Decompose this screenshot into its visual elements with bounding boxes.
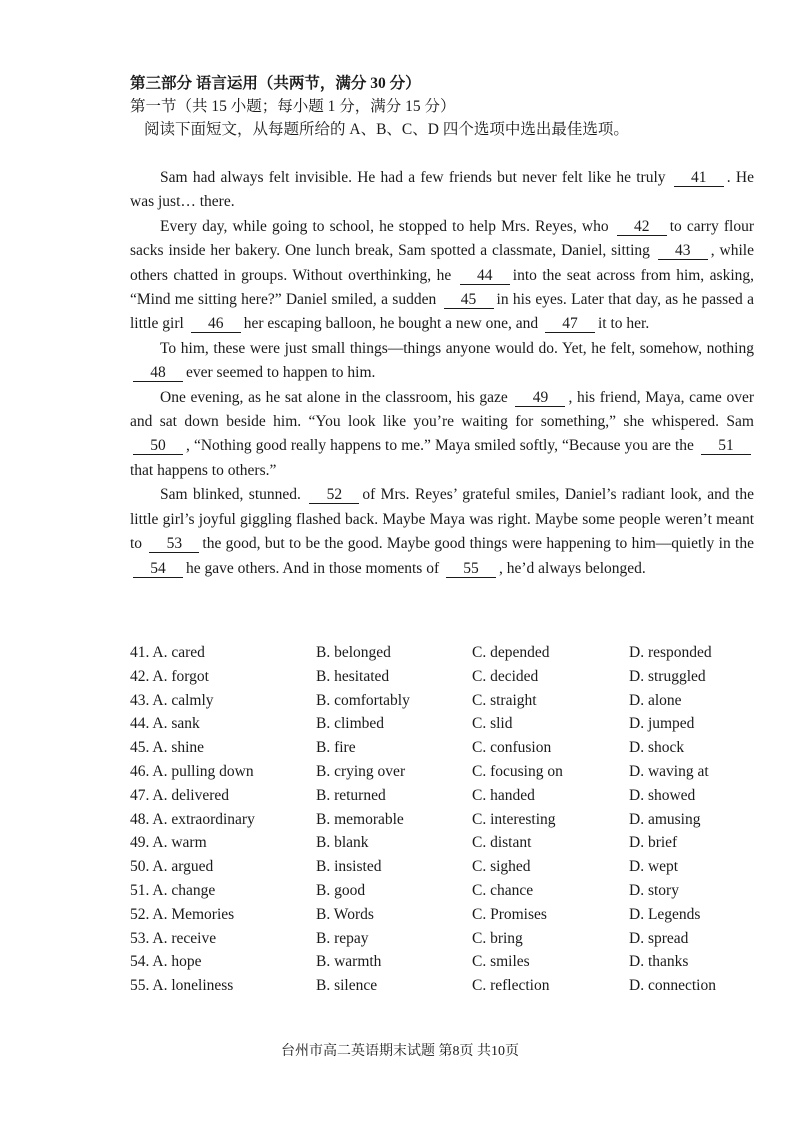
option-d: D. wept (629, 858, 679, 876)
option-c: C. bring (472, 929, 523, 947)
passage-text: to carry flour sacks inside her bakery. One lunch break, Sam spotted a classmate, Daniel, sitting (130, 217, 754, 260)
page-footer: 台州市高二英语期末试题 第8页 共10页 (281, 1044, 519, 1059)
passage-text: it to her. (597, 315, 650, 333)
blank-41: 41 (674, 169, 724, 187)
option-a: 50. A. argued (130, 858, 214, 876)
passage-text: . He was just… there. (130, 169, 754, 211)
passage-text: into the seat across from him, asking, “Mind me sitting here?” Daniel smiled, a sudden (130, 266, 755, 309)
option-b: B. Words (316, 905, 374, 923)
option-a: 53. A. receive (130, 929, 217, 947)
passage-text: in his eyes. Later that day, as he passed a little girl (130, 291, 754, 333)
option-d: D. shock (629, 739, 685, 757)
option-row (130, 930, 750, 954)
option-row (130, 906, 750, 930)
option-row (130, 715, 750, 739)
option-row (130, 811, 750, 835)
part-title: 第三部分 语言运用（共两节，满分 30 分） (130, 75, 421, 92)
passage-text: To him, these were just small things—things anyone would do. Yet, he felt, somehow, nothing (160, 339, 754, 357)
option-b: B. crying over (316, 762, 406, 780)
option-b: B. climbed (316, 715, 385, 733)
option-c: C. sighed (472, 858, 531, 876)
passage-text: One evening, as he sat alone in the classroom, his gaze (160, 388, 513, 406)
blank-45: 45 (444, 291, 494, 309)
option-c: C. straight (472, 691, 537, 709)
option-row (130, 739, 750, 763)
option-b: B. repay (316, 929, 369, 947)
option-row (130, 763, 750, 787)
blank-46: 46 (191, 315, 241, 333)
option-d: D. connection (629, 977, 716, 995)
option-c: C. focusing on (472, 762, 563, 780)
option-d: D. brief (629, 834, 678, 852)
blank-42: 42 (617, 218, 667, 236)
passage-text: , while others chatted in groups. Without overthinking, he (130, 242, 754, 284)
option-b: B. fire (316, 739, 356, 757)
option-row (130, 834, 750, 858)
option-a: 48. A. extraordinary (130, 810, 255, 828)
option-d: D. struggled (629, 667, 706, 685)
option-d: D. thanks (629, 953, 689, 971)
passage-paragraph (130, 215, 754, 337)
blank-48: 48 (133, 364, 183, 382)
option-d: D. spread (629, 929, 689, 947)
passage-text: that happens to others.” (130, 461, 277, 479)
option-c: C. interesting (472, 810, 556, 828)
passage-paragraph (130, 166, 754, 215)
option-row (130, 977, 750, 1001)
option-d: D. showed (629, 786, 696, 804)
instruction: 阅读下面短文，从每题所给的 A、B、C、D 四个选项中选出最佳选项。 (144, 121, 629, 138)
option-c: C. smiles (472, 953, 530, 971)
passage-text: of Mrs. Reyes’ grateful smiles, Daniel’s radiant look, and the little girl’s joyful giggling flashed back. Maybe Maya was right. Maybe some people weren’t meant to (130, 486, 754, 553)
option-a: 46. A. pulling down (130, 762, 254, 780)
passage-paragraph (130, 386, 754, 484)
option-b: B. good (316, 881, 366, 899)
option-row (130, 858, 750, 882)
option-a: 42. A. forgot (130, 667, 209, 685)
option-b: B. memorable (316, 810, 404, 828)
option-row (130, 953, 750, 977)
section-header (130, 72, 629, 141)
cloze-passage (130, 166, 754, 581)
option-a: 41. A. cared (130, 644, 205, 661)
passage-text: , his friend, Maya, came over and sat down beside him. “You look like you’re waiting for something,” she whispered. Sam (130, 388, 754, 431)
option-b: B. blank (316, 834, 369, 852)
option-row (130, 882, 750, 906)
passage-text: Sam had always felt invisible. He had a few friends but never felt like he truly (160, 169, 671, 186)
option-a: 49. A. warm (130, 834, 207, 852)
option-b: B. warmth (316, 953, 382, 971)
option-b: B. belonged (316, 644, 391, 661)
passage-text: ever seemed to happen to him. (186, 364, 376, 382)
option-c: C. confusion (472, 739, 552, 757)
option-c: C. chance (472, 881, 534, 899)
blank-55: 55 (446, 560, 496, 578)
passage-text: , he’d always belonged. (499, 559, 646, 577)
option-row (130, 668, 750, 692)
option-a: 55. A. loneliness (130, 977, 234, 995)
option-c: C. distant (472, 834, 532, 852)
option-a: 52. A. Memories (130, 905, 235, 923)
passage-text: , “Nothing good really happens to me.” Maya smiled softly, “Because you are the (186, 437, 698, 455)
option-b: B. hesitated (316, 667, 390, 685)
blank-53: 53 (149, 535, 199, 553)
blank-43: 43 (658, 242, 708, 260)
option-a: 54. A. hope (130, 953, 202, 971)
options-list (130, 644, 750, 1001)
option-d: D. waving at (629, 762, 709, 780)
passage-paragraph (130, 337, 754, 386)
option-a: 51. A. change (130, 881, 216, 899)
option-d: D. amusing (629, 810, 701, 828)
passage-text: Sam blinked, stunned. (160, 486, 307, 504)
option-a: 45. A. shine (130, 739, 205, 757)
blank-51: 51 (701, 437, 751, 455)
option-c: C. decided (472, 667, 539, 685)
blank-47: 47 (545, 315, 595, 333)
option-a: 44. A. sank (130, 715, 200, 733)
option-b: B. returned (316, 786, 386, 804)
blank-54: 54 (133, 560, 183, 578)
option-a: 43. A. calmly (130, 691, 214, 709)
option-d: D. Legends (629, 905, 701, 923)
option-d: D. jumped (629, 715, 695, 733)
blank-44: 44 (460, 267, 510, 285)
passage-text: her escaping balloon, he bought a new one, and (243, 315, 542, 333)
option-d: D. responded (629, 644, 712, 661)
option-c: C. depended (472, 644, 550, 661)
option-c: C. Promises (472, 905, 547, 923)
option-row (130, 692, 750, 716)
passage-paragraph (130, 483, 754, 581)
option-d: D. alone (629, 691, 682, 709)
option-b: B. insisted (316, 858, 382, 876)
option-a: 47. A. delivered (130, 786, 230, 804)
section-title: 第一节（共 15 小题；每小题 1 分，满分 15 分） (130, 98, 456, 115)
option-row (130, 644, 750, 668)
passage-text: he gave others. And in those moments of (186, 559, 443, 577)
option-c: C. slid (472, 715, 513, 733)
blank-49: 49 (515, 389, 565, 407)
option-b: B. comfortably (316, 691, 410, 709)
option-c: C. reflection (472, 977, 550, 995)
option-c: C. handed (472, 786, 535, 804)
passage-text: Every day, while going to school, he stopped to help Mrs. Reyes, who (160, 217, 614, 235)
blank-50: 50 (133, 437, 183, 455)
blank-52: 52 (309, 486, 359, 504)
option-row (130, 787, 750, 811)
option-d: D. story (629, 881, 679, 899)
passage-text: the good, but to be the good. Maybe good things were happening to him—quietly in the (202, 535, 754, 553)
option-b: B. silence (316, 977, 378, 995)
